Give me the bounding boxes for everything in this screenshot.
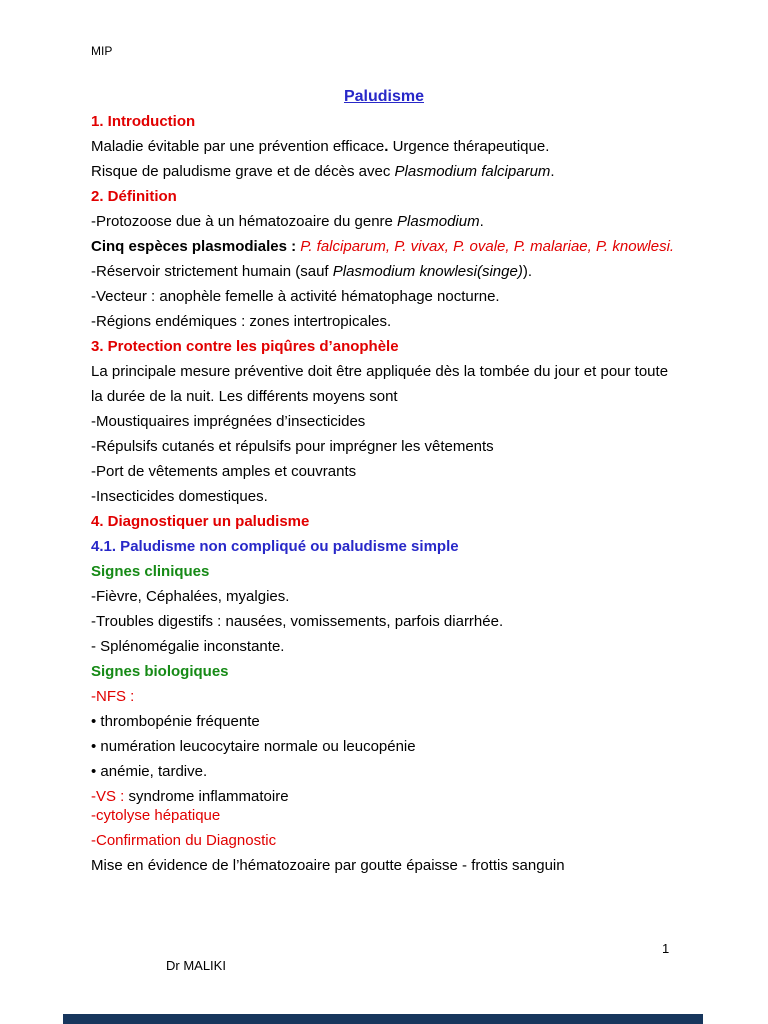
text-run: -NFS :: [91, 688, 135, 705]
text-run: - Splénomégalie inconstante.: [91, 638, 285, 655]
paragraph: [91, 459, 677, 484]
text-run: Mise en évidence de l’hématozoaire par goutte épaisse - frottis sanguin: [91, 857, 565, 874]
text-run: -Troubles digestifs : nausées, vomissements, parfois diarrhée.: [91, 613, 504, 630]
text-run: -Fièvre, Céphalées, myalgies.: [91, 588, 290, 605]
text-run: • numération leucocytaire normale ou leucopénie: [91, 738, 416, 755]
text-run: Maladie évitable par une prévention efficace: [91, 138, 385, 155]
text-run: Risque de paludisme grave et de décès avec: [91, 163, 395, 180]
paragraph: [91, 259, 677, 284]
text-run: Plasmodium: [397, 213, 480, 230]
text-run: :: [286, 238, 301, 255]
text-run: 2. Définition: [91, 188, 177, 205]
doc-title: [91, 84, 677, 109]
author-footer: Dr MALIKI: [166, 958, 226, 973]
text-run: 3. Protection contre les piqûres d’anophèle: [91, 338, 399, 355]
document-body: [91, 84, 677, 878]
text-run: Signes biologiques: [91, 663, 229, 680]
text-run: La principale mesure préventive doit être appliquée dès la tombée du jour et pour toute la durée de la nuit. Les différents moyens sont: [91, 363, 669, 405]
text-run: .: [550, 163, 555, 180]
text-run: -Vecteur : anophèle femelle à activité hématophage nocturne.: [91, 288, 500, 305]
text-run: • anémie, tardive.: [91, 763, 208, 780]
header-corner-label: MIP: [91, 44, 113, 58]
paragraph: [91, 159, 677, 184]
text-run: -cytolyse hépatique: [91, 807, 221, 824]
page-number: 1: [662, 941, 670, 956]
heading-signes-cliniques: [91, 559, 677, 584]
heading-4-1-paludisme-simple: [91, 534, 677, 559]
heading-4-diagnostiquer: [91, 509, 677, 534]
paragraph: [91, 434, 677, 459]
paragraph: [91, 484, 677, 509]
text-run: Paludisme: [343, 88, 425, 105]
text-run: 4.1. Paludisme non compliqué ou paludisme simple: [91, 538, 459, 555]
text-run: Urgence thérapeutique.: [388, 138, 550, 155]
text-run: syndrome inflammatoire: [128, 788, 289, 805]
paragraph: [91, 209, 677, 234]
text-run: Cinq espèces plasmodiales: [91, 238, 287, 255]
heading-1-introduction: [91, 109, 677, 134]
text-run: -Insecticides domestiques.: [91, 488, 268, 505]
paragraph: [91, 584, 677, 609]
heading-2-definition: [91, 184, 677, 209]
bullet-item: [91, 759, 677, 784]
text-run: Plasmodium falciparum: [394, 163, 551, 180]
text-run: 4. Diagnostiquer un paludisme: [91, 513, 310, 530]
paragraph: [91, 803, 677, 828]
text-run: -Moustiquaires imprégnées d’insecticides: [91, 413, 366, 430]
paragraph: [91, 409, 677, 434]
paragraph: [91, 828, 677, 853]
paragraph: [91, 634, 677, 659]
paragraph: [91, 684, 677, 709]
paragraph: [91, 134, 677, 159]
text-run: 1. Introduction: [91, 113, 196, 130]
paragraph: [91, 609, 677, 634]
paragraph: [91, 284, 677, 309]
text-run: • thrombopénie fréquente: [91, 713, 260, 730]
text-run: -Protozoose due à un hématozoaire du genre: [91, 213, 398, 230]
bullet-item: [91, 734, 677, 759]
text-run: -Régions endémiques : zones intertropicales.: [91, 313, 392, 330]
text-run: -Confirmation du Diagnostic: [91, 832, 277, 849]
text-run: -VS :: [91, 788, 129, 805]
text-run: Signes cliniques: [91, 563, 210, 580]
paragraph: [91, 234, 677, 259]
text-run: .: [479, 213, 484, 230]
text-run: -Répulsifs cutanés et répulsifs pour imprégner les vêtements: [91, 438, 494, 455]
text-run: Plasmodium knowlesi(singe): [332, 263, 523, 280]
text-run: -Port de vêtements amples et couvrants: [91, 463, 357, 480]
text-run: P. falciparum, P. vivax, P. ovale, P. malariae, P. knowlesi.: [300, 238, 675, 255]
bullet-item: [91, 709, 677, 734]
heading-3-protection: [91, 334, 677, 359]
text-run: .: [384, 138, 389, 155]
text-run: -Réservoir strictement humain (sauf: [91, 263, 333, 280]
paragraph: [91, 309, 677, 334]
text-run: ).: [522, 263, 532, 280]
paragraph: [91, 359, 677, 409]
next-page-edge: [63, 1014, 703, 1024]
paragraph: [91, 853, 677, 878]
heading-signes-biologiques: [91, 659, 677, 684]
